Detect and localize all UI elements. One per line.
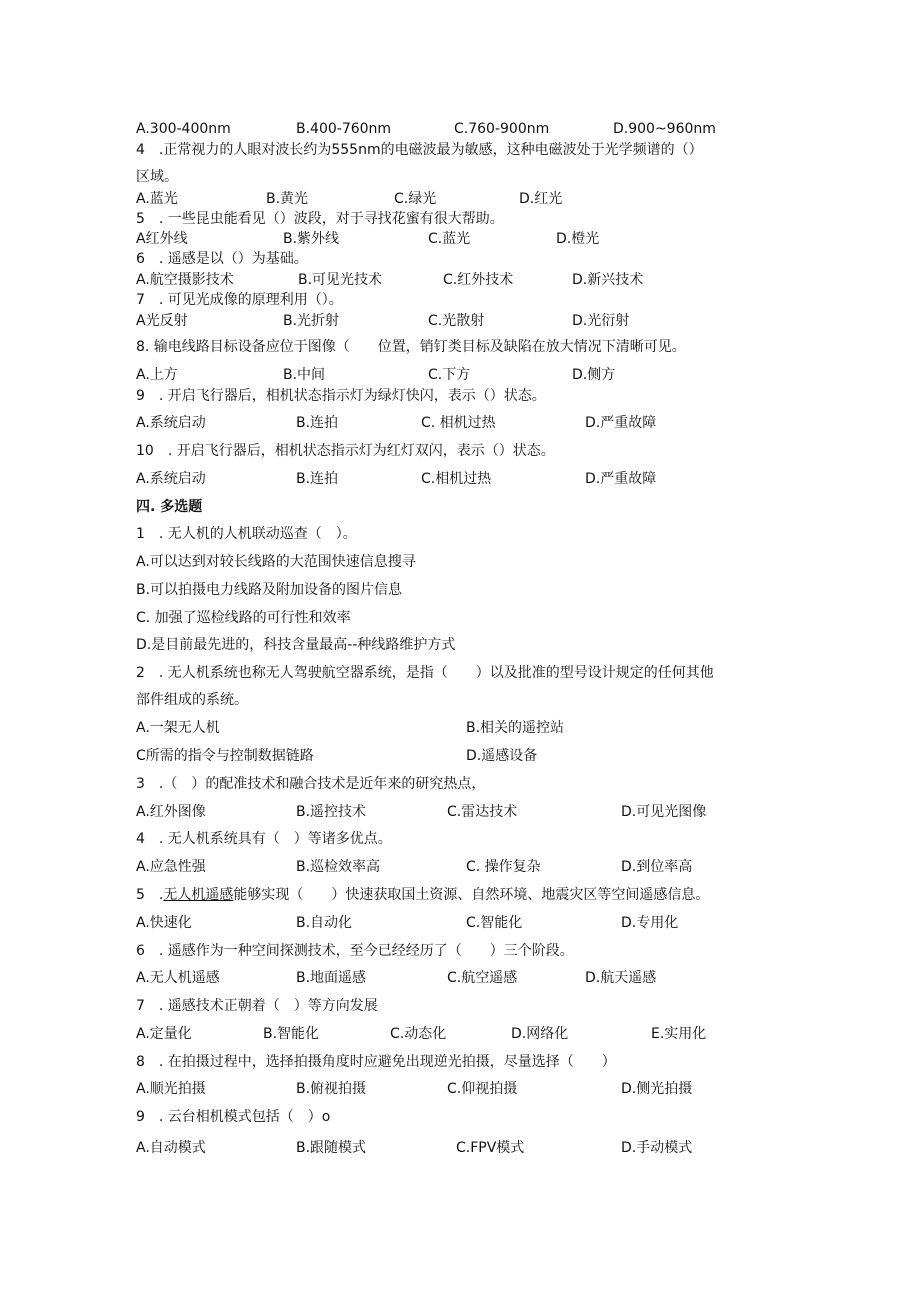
option-c: C. 加强了巡检线路的可行性和效率 <box>136 610 351 626</box>
option-c: C.蓝光 <box>428 231 471 247</box>
option-c: C.FPV模式 <box>456 1140 525 1156</box>
option-b: B.连拍 <box>296 471 339 487</box>
question-stem: 9 . 云台相机模式包括（ ）o <box>136 1109 331 1125</box>
option-c: C.智能化 <box>466 915 523 931</box>
option-c: C.760-900nm <box>454 121 550 137</box>
question-stem: 4 .正常视力的人眼对波长约为555nm的电磁波最为敏感，这种电磁波处于光学频谱的（） <box>136 142 703 158</box>
question-number: 5 . <box>136 887 164 903</box>
option-d: D.遥感设备 <box>466 748 538 764</box>
option-a: A.上方 <box>136 367 178 383</box>
option-c: C.相机过热 <box>421 471 492 487</box>
underlined-term: 无人机遥感 <box>163 887 234 903</box>
option-d: D.严重故障 <box>585 415 657 431</box>
option-d: D.橙光 <box>556 231 600 247</box>
option-d: D.严重故障 <box>585 471 657 487</box>
option-a: A.红外图像 <box>136 804 206 820</box>
option-d: D.侧方 <box>572 367 616 383</box>
option-c: C.仰视拍摄 <box>447 1081 518 1097</box>
option-d: D.是目前最先进的，科技含量最高--种线路维护方式 <box>136 637 456 653</box>
option-b: B.自动化 <box>296 915 353 931</box>
option-c: C.雷达技术 <box>447 804 518 820</box>
option-b: B.遥控技术 <box>296 804 367 820</box>
option-b: B.黄光 <box>266 191 309 207</box>
option-d: D.到位率高 <box>621 859 693 875</box>
option-c: C.航空遥感 <box>447 970 518 986</box>
question-stem: 7 . 遥感技术正朝着（ ）等方向发展 <box>136 998 378 1014</box>
option-b: B.相关的遥控站 <box>466 720 565 736</box>
option-c: C所需的指令与控制数据链路 <box>136 748 314 764</box>
option-a: A.无人机遥感 <box>136 970 220 986</box>
option-b: B.中间 <box>283 367 326 383</box>
option-a: A.系统启动 <box>136 415 206 431</box>
option-a: A.300-400nm <box>136 121 231 137</box>
option-d: D.手动模式 <box>621 1140 693 1156</box>
question-stem: 4 . 无人机系统具有（ ）等诸多优点。 <box>136 831 392 847</box>
option-a: A.应急性强 <box>136 859 206 875</box>
question-stem: 6 . 遥感作为一种空间探测技术，至今已经经历了（ ）三个阶段。 <box>136 943 574 959</box>
option-a: A.定量化 <box>136 1026 192 1042</box>
question-stem: 8. 输电线路目标设备应位于图像（ 位置，销钉类目标及缺陷在放大情况下清晰可见。 <box>136 339 686 355</box>
question-stem: 6 . 遥感是以（）为基础。 <box>136 251 308 267</box>
question-stem: 1 . 无人机的人机联动巡查（ ）。 <box>136 526 357 542</box>
option-c: C.光散射 <box>428 313 485 329</box>
option-d: D.红光 <box>519 191 563 207</box>
option-a: A.系统启动 <box>136 471 206 487</box>
section-heading: 四. 多选题 <box>136 499 203 515</box>
option-a: A.自动模式 <box>136 1140 206 1156</box>
question-stem: 3 .（ ）的配准技术和融合技术是近年来的研究热点， <box>136 776 486 792</box>
option-d: D.侧光拍摄 <box>621 1081 693 1097</box>
option-a: A光反射 <box>136 313 188 329</box>
option-c: C.绿光 <box>394 191 437 207</box>
option-a: A.快速化 <box>136 915 192 931</box>
option-b: B.跟随模式 <box>296 1140 367 1156</box>
option-d: D.新兴技术 <box>572 272 644 288</box>
option-d: D.航天遥感 <box>585 970 657 986</box>
question-stem: 5 . 一些昆虫能看见（）波段，对于寻找花蜜有很大帮助。 <box>136 211 504 227</box>
option-c: C.红外技术 <box>443 272 514 288</box>
question-stem: 10 . 开启飞行器后，相机状态指示灯为红灯双闪，表示（）状态。 <box>136 443 555 459</box>
option-b: B.巡检效率高 <box>296 859 381 875</box>
option-d: D.可见光图像 <box>621 804 707 820</box>
option-b: B.光折射 <box>283 313 340 329</box>
question-stem: 2 . 无人机系统也称无人驾驶航空器系统，是指（ ）以及批准的型号设计规定的任何其他 <box>136 665 714 681</box>
option-b: B.智能化 <box>263 1026 320 1042</box>
option-b: B.可以拍摄电力线路及附加设备的图片信息 <box>136 582 403 598</box>
option-c: C.下方 <box>428 367 471 383</box>
question-text: 能够实现（ ）快速获取国土资源、自然环境、地震灾区等空间遥感信息。 <box>233 887 710 903</box>
option-d: D.专用化 <box>621 915 679 931</box>
question-stem: 7 . 可见光成像的原理利用（）。 <box>136 292 343 308</box>
option-a: A.一架无人机 <box>136 720 220 736</box>
option-c: C. 操作复杂 <box>466 859 541 875</box>
option-b: B.地面遥感 <box>296 970 367 986</box>
option-a: A.顺光拍摄 <box>136 1081 206 1097</box>
option-d: D.光衍射 <box>572 313 630 329</box>
option-b: B.可见光技术 <box>298 272 383 288</box>
option-d: D.网络化 <box>511 1026 569 1042</box>
option-a: A红外线 <box>136 231 188 247</box>
question-stem <box>136 885 709 905</box>
option-b: B.紫外线 <box>283 231 340 247</box>
option-c: C. 相机过热 <box>421 415 496 431</box>
option-b: B.俯视拍摄 <box>296 1081 367 1097</box>
question-stem: 8 . 在拍摄过程中，选择拍摄角度时应避免出现逆光拍摄，尽量选择（ ） <box>136 1054 616 1070</box>
option-d: D.900~960nm <box>613 121 716 137</box>
option-e: E.实用化 <box>651 1026 707 1042</box>
option-b: B.400-760nm <box>296 121 392 137</box>
option-a: A.蓝光 <box>136 191 178 207</box>
option-a: A.航空摄影技术 <box>136 272 234 288</box>
option-b: B.连拍 <box>296 415 339 431</box>
option-c: C.动态化 <box>390 1026 447 1042</box>
option-a: A.可以达到对较长线路的大范围快速信息搜寻 <box>136 554 416 570</box>
question-stem-continued: 部件组成的系统。 <box>136 692 248 708</box>
question-stem-continued: 区域。 <box>136 169 178 185</box>
question-stem: 9 . 开启飞行器后，相机状态指示灯为绿灯快闪，表示（）状态。 <box>136 388 546 404</box>
